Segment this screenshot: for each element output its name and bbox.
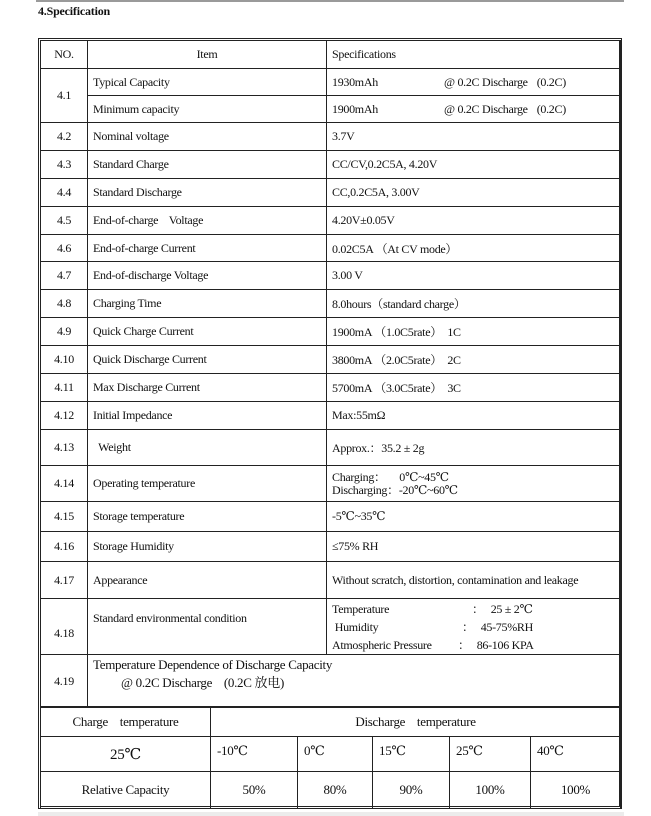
row-item: Operating temperature [88,466,327,502]
row-item: Minimum capacity [88,96,327,123]
row-spec: 8.0hours（standard charge） [327,290,621,318]
relative-capacity-label: Relative Capacity [41,772,211,809]
row-spec: CC,0.2C5A, 3.00V [327,179,621,207]
row-number: 4.1 [41,69,88,123]
temperature-dependence-table [40,706,621,809]
discharge-temp: -10℃ [211,737,298,772]
row-spec [327,69,621,96]
row-number: 4.15 [41,502,88,532]
row-number: 4.2 [41,123,88,151]
row-spec: ≤75% RH [327,532,621,562]
row-item: End-of-charge Voltage [88,207,327,235]
relative-capacity-value: 100% [531,772,621,809]
relative-capacity-row [41,772,621,809]
row-number: 4.6 [41,235,88,262]
row-number: 4.17 [41,562,88,599]
table-row [41,655,621,708]
title-line-2: @ 0.2C Discharge (0.2C 放电) [121,675,284,690]
row-item: Charging Time [88,290,327,318]
env-pressure: Atmospheric Pressure ： 86-106 KPA [332,637,534,652]
table-row [41,562,621,599]
row-spec: Without scratch, distortion, contamination and leakage [327,562,621,599]
charge-temperature-value: 25℃ [41,737,211,772]
table-row [41,179,621,207]
bottom-shadow [38,812,624,816]
row-item: Quick Charge Current [88,318,327,346]
row-spec: 4.20V±0.05V [327,207,621,235]
row-item: Quick Discharge Current [88,346,327,374]
row-number: 4.9 [41,318,88,346]
row-spec: 0.02C5A （At CV mode） [327,235,621,262]
row-spec: 3.7V [327,123,621,151]
row-item: Appearance [88,562,327,599]
discharge-temp: 25℃ [450,737,531,772]
env-temperature: Temperature ： 25 ± 2℃ [332,601,533,616]
row-spec: Approx.：35.2 ± 2g [327,430,621,466]
table-header-row [41,41,621,69]
row-item: Storage Humidity [88,532,327,562]
row-item: Storage temperature [88,502,327,532]
table-row [41,262,621,290]
row-item: Standard environmental condition [88,599,327,655]
spec-value: 1930mAh [332,74,378,89]
row-number: 4.13 [41,430,88,466]
row-spec: 3800mA （2.0C5rate） 2C [327,346,621,374]
row-item: Max Discharge Current [88,374,327,402]
spec-rate: (0.2C) [536,101,566,116]
spec-line-charging: Charging： 0℃~45℃ [332,469,449,484]
row-number: 4.4 [41,179,88,207]
table-row [41,466,621,502]
relative-capacity-value: 90% [373,772,450,809]
row-item: End-of-discharge Voltage [88,262,327,290]
title-line-1: Temperature Dependence of Discharge Capacity [93,657,333,672]
row-title [88,655,621,708]
row-spec: 1900mA （1.0C5rate） 1C [327,318,621,346]
discharge-temp: 15℃ [373,737,450,772]
row-number: 4.5 [41,207,88,235]
table-row [41,235,621,262]
charge-temperature-header: Charge temperature [41,707,211,737]
spec-rate: (0.2C) [536,74,566,89]
row-number: 4.16 [41,532,88,562]
row-number: 4.8 [41,290,88,318]
row-number: 4.12 [41,402,88,430]
table-row [41,532,621,562]
table-row [41,599,621,655]
row-number: 4.10 [41,346,88,374]
table-row [41,207,621,235]
row-item: Nominal voltage [88,123,327,151]
row-item: Initial Impedance [88,402,327,430]
table-row [41,318,621,346]
temp-values-row [41,737,621,772]
table-row [41,69,621,96]
row-number: 4.14 [41,466,88,502]
relative-capacity-value: 100% [450,772,531,809]
spec-condition: @ 0.2C Discharge [444,74,528,89]
table-row [41,346,621,374]
row-spec [327,466,621,502]
spec-condition: @ 0.2C Discharge [444,101,528,116]
table-row [41,430,621,466]
row-spec: CC/CV,0.2C5A, 4.20V [327,151,621,179]
row-spec: 5700mA （3.0C5rate） 3C [327,374,621,402]
row-item: Standard Discharge [88,179,327,207]
row-spec [327,96,621,123]
row-number: 4.7 [41,262,88,290]
row-spec: 3.00 V [327,262,621,290]
row-item: Standard Charge [88,151,327,179]
row-number: 4.18 [41,599,88,655]
row-number: 4.3 [41,151,88,179]
spec-value: 1900mAh [332,101,378,116]
row-spec: -5℃~35℃ [327,502,621,532]
relative-capacity-value: 80% [298,772,373,809]
table-row [41,123,621,151]
table-row [41,151,621,179]
spec-line-discharging: Discharging：-20℃~60℃ [332,482,458,497]
table-row [41,374,621,402]
row-number: 4.19 [41,655,88,708]
specification-table [40,40,621,708]
header-item: Item [88,41,327,69]
top-rule [36,0,624,2]
relative-capacity-value: 50% [211,772,298,809]
row-spec [327,599,621,655]
discharge-temp: 40℃ [531,737,621,772]
section-heading: 4.Specification [38,4,110,18]
header-no: NO. [41,41,88,69]
header-specifications: Specifications [327,41,621,69]
row-item: End-of-charge Current [88,235,327,262]
temp-header-row [41,707,621,737]
table-row [41,502,621,532]
table-row [41,96,621,123]
row-item: Typical Capacity [88,69,327,96]
row-spec: Max:55mΩ [327,402,621,430]
discharge-temperature-header: Discharge temperature [211,707,621,737]
discharge-temp: 0℃ [298,737,373,772]
row-number: 4.11 [41,374,88,402]
row-item: Weight [88,430,327,466]
env-humidity: Humidity ： 45-75%RH [332,619,533,634]
table-row [41,290,621,318]
table-row [41,402,621,430]
